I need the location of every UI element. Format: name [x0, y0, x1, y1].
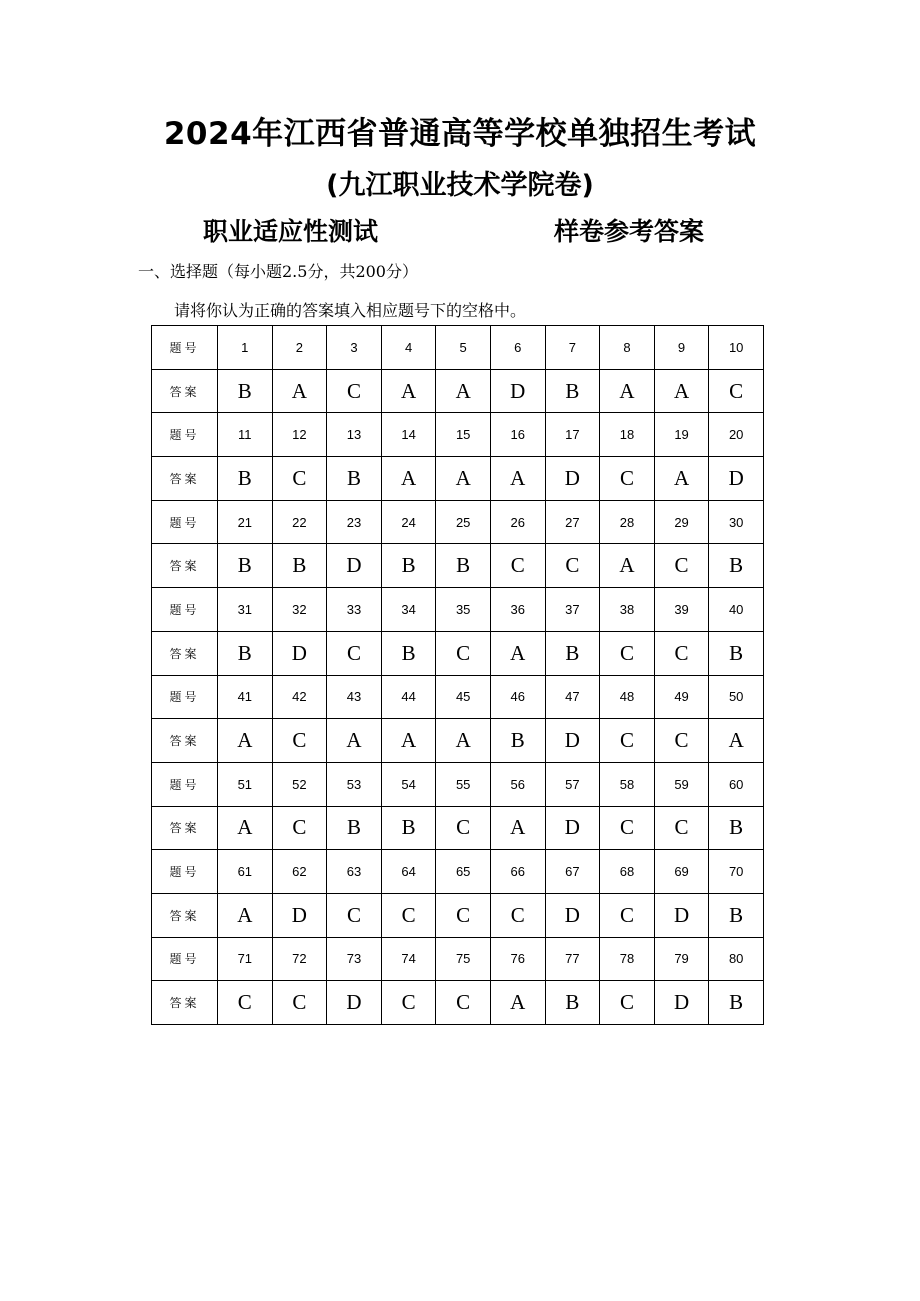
answer-row [152, 806, 764, 850]
answer-cell: C [381, 981, 436, 1025]
question-number: 19 [654, 413, 709, 457]
answer-cell: C [327, 893, 382, 937]
question-number: 59 [654, 762, 709, 806]
answer-label: 答案 [152, 893, 218, 937]
question-number: 18 [600, 413, 655, 457]
question-number-row [152, 588, 764, 632]
question-label: 题号 [152, 850, 218, 894]
question-number: 32 [272, 588, 327, 632]
answer-row [152, 631, 764, 675]
answer-cell: B [381, 806, 436, 850]
answer-cell: C [490, 893, 545, 937]
question-number: 50 [709, 675, 764, 719]
question-number-row [152, 413, 764, 457]
question-number: 37 [545, 588, 600, 632]
question-number: 75 [436, 937, 491, 981]
question-number: 2 [272, 326, 327, 370]
question-number: 30 [709, 500, 764, 544]
section-instruction: 请将你认为正确的答案填入相应题号下的空格中。 [174, 301, 527, 320]
answer-cell: D [545, 806, 600, 850]
answer-cell: C [654, 806, 709, 850]
question-number-row [152, 500, 764, 544]
question-number: 72 [272, 937, 327, 981]
answer-cell: D [709, 457, 764, 501]
answer-cell: B [218, 369, 273, 413]
question-number-row [152, 937, 764, 981]
question-number: 10 [709, 326, 764, 370]
section-title: 一、选择题（每小题2.5分，共200分） [138, 262, 418, 281]
answer-cell: C [272, 457, 327, 501]
answer-cell: C [436, 981, 491, 1025]
answer-cell: C [600, 631, 655, 675]
answer-cell: D [272, 631, 327, 675]
answer-cell: B [327, 457, 382, 501]
question-number: 35 [436, 588, 491, 632]
question-number: 68 [600, 850, 655, 894]
question-number: 45 [436, 675, 491, 719]
answer-cell: B [381, 544, 436, 588]
answer-cell: B [709, 544, 764, 588]
answer-cell: D [654, 893, 709, 937]
answer-cell: C [272, 981, 327, 1025]
question-number: 79 [654, 937, 709, 981]
answer-cell: B [709, 893, 764, 937]
answer-cell: A [436, 719, 491, 763]
answer-cell: A [490, 457, 545, 501]
answer-cell: A [272, 369, 327, 413]
question-number: 70 [709, 850, 764, 894]
question-number: 61 [218, 850, 273, 894]
question-number: 5 [436, 326, 491, 370]
answer-cell: C [327, 369, 382, 413]
question-number: 74 [381, 937, 436, 981]
answer-cell: B [381, 631, 436, 675]
answer-cell: C [654, 544, 709, 588]
answer-cell: D [545, 893, 600, 937]
answer-table [151, 325, 764, 1025]
answer-cell: A [490, 981, 545, 1025]
answer-cell: C [381, 893, 436, 937]
question-number: 40 [709, 588, 764, 632]
question-number: 12 [272, 413, 327, 457]
answer-label: 答案 [152, 544, 218, 588]
question-number: 57 [545, 762, 600, 806]
question-number: 42 [272, 675, 327, 719]
answer-label: 答案 [152, 369, 218, 413]
answer-cell: A [436, 457, 491, 501]
question-number: 6 [490, 326, 545, 370]
answer-cell: A [218, 806, 273, 850]
answer-row [152, 457, 764, 501]
question-number-row [152, 762, 764, 806]
answer-cell: A [381, 719, 436, 763]
question-number: 13 [327, 413, 382, 457]
question-number: 56 [490, 762, 545, 806]
question-number: 46 [490, 675, 545, 719]
question-number-row [152, 326, 764, 370]
question-number: 15 [436, 413, 491, 457]
answer-cell: A [436, 369, 491, 413]
question-number: 54 [381, 762, 436, 806]
answer-cell: C [272, 719, 327, 763]
answer-cell: D [327, 981, 382, 1025]
answer-cell: C [327, 631, 382, 675]
answer-table-body [152, 326, 764, 1025]
question-number: 64 [381, 850, 436, 894]
answer-cell: C [436, 631, 491, 675]
answer-cell: C [600, 893, 655, 937]
question-number: 60 [709, 762, 764, 806]
answer-cell: B [218, 631, 273, 675]
answer-cell: C [654, 719, 709, 763]
answer-cell: B [218, 544, 273, 588]
answer-cell: C [436, 806, 491, 850]
question-number: 26 [490, 500, 545, 544]
answer-cell: C [600, 457, 655, 501]
question-label: 题号 [152, 413, 218, 457]
question-number: 23 [327, 500, 382, 544]
question-number: 62 [272, 850, 327, 894]
question-number: 78 [600, 937, 655, 981]
question-number: 11 [218, 413, 273, 457]
question-number: 73 [327, 937, 382, 981]
question-number: 49 [654, 675, 709, 719]
question-label: 题号 [152, 675, 218, 719]
answer-cell: B [327, 806, 382, 850]
answer-cell: C [709, 369, 764, 413]
answer-cell: B [436, 544, 491, 588]
answer-cell: C [600, 981, 655, 1025]
answer-cell: C [600, 719, 655, 763]
answer-cell: A [218, 719, 273, 763]
answer-cell: A [490, 806, 545, 850]
test-name: 职业适应性测试 [203, 217, 379, 246]
question-number: 48 [600, 675, 655, 719]
question-number: 36 [490, 588, 545, 632]
answer-cell: A [654, 369, 709, 413]
answer-cell: A [600, 544, 655, 588]
question-number: 66 [490, 850, 545, 894]
question-number: 58 [600, 762, 655, 806]
answer-cell: C [600, 806, 655, 850]
answer-row [152, 369, 764, 413]
answer-cell: D [490, 369, 545, 413]
question-label: 题号 [152, 326, 218, 370]
document-type: 样卷参考答案 [554, 217, 705, 246]
question-number: 41 [218, 675, 273, 719]
question-number: 39 [654, 588, 709, 632]
answer-cell: A [218, 893, 273, 937]
answer-label: 答案 [152, 981, 218, 1025]
question-number: 76 [490, 937, 545, 981]
question-number: 25 [436, 500, 491, 544]
document-title: 2024年江西省普通高等学校单独招生考试 [163, 116, 757, 152]
question-number: 55 [436, 762, 491, 806]
answer-cell: B [490, 719, 545, 763]
question-number: 63 [327, 850, 382, 894]
question-number: 16 [490, 413, 545, 457]
answer-cell: A [381, 369, 436, 413]
question-number: 27 [545, 500, 600, 544]
answer-cell: A [709, 719, 764, 763]
answer-cell: C [490, 544, 545, 588]
question-number: 53 [327, 762, 382, 806]
question-number: 8 [600, 326, 655, 370]
answer-row [152, 719, 764, 763]
question-number: 7 [545, 326, 600, 370]
question-number: 29 [654, 500, 709, 544]
answer-cell: B [709, 981, 764, 1025]
question-number: 65 [436, 850, 491, 894]
answer-cell: C [545, 544, 600, 588]
answer-cell: B [709, 631, 764, 675]
question-number: 1 [218, 326, 273, 370]
answer-cell: C [654, 631, 709, 675]
answer-cell: B [272, 544, 327, 588]
answer-cell: D [545, 719, 600, 763]
question-label: 题号 [152, 588, 218, 632]
question-number: 34 [381, 588, 436, 632]
question-number: 24 [381, 500, 436, 544]
answer-label: 答案 [152, 457, 218, 501]
question-number: 28 [600, 500, 655, 544]
question-label: 题号 [152, 500, 218, 544]
answer-cell: D [545, 457, 600, 501]
answer-cell: A [327, 719, 382, 763]
question-number: 69 [654, 850, 709, 894]
question-number: 3 [327, 326, 382, 370]
answer-cell: B [218, 457, 273, 501]
answer-cell: A [600, 369, 655, 413]
question-number: 20 [709, 413, 764, 457]
answer-cell: A [381, 457, 436, 501]
question-number: 80 [709, 937, 764, 981]
question-number: 21 [218, 500, 273, 544]
question-number: 77 [545, 937, 600, 981]
question-number-row [152, 850, 764, 894]
question-number: 31 [218, 588, 273, 632]
question-number: 4 [381, 326, 436, 370]
answer-cell: A [654, 457, 709, 501]
answer-cell: D [654, 981, 709, 1025]
answer-cell: C [272, 806, 327, 850]
question-number: 22 [272, 500, 327, 544]
answer-cell: C [218, 981, 273, 1025]
question-label: 题号 [152, 937, 218, 981]
answer-row [152, 893, 764, 937]
answer-cell: B [545, 369, 600, 413]
answer-cell: A [490, 631, 545, 675]
question-number: 71 [218, 937, 273, 981]
answer-cell: C [436, 893, 491, 937]
answer-label: 答案 [152, 631, 218, 675]
answer-label: 答案 [152, 719, 218, 763]
answer-row [152, 544, 764, 588]
question-number: 52 [272, 762, 327, 806]
document-subtitle: (九江职业技术学院卷) [326, 170, 594, 201]
answer-cell: D [327, 544, 382, 588]
question-number: 38 [600, 588, 655, 632]
question-number: 17 [545, 413, 600, 457]
question-number: 9 [654, 326, 709, 370]
question-number: 67 [545, 850, 600, 894]
question-number: 33 [327, 588, 382, 632]
question-number-row [152, 675, 764, 719]
question-label: 题号 [152, 762, 218, 806]
answer-label: 答案 [152, 806, 218, 850]
answer-cell: D [272, 893, 327, 937]
question-number: 47 [545, 675, 600, 719]
answer-row [152, 981, 764, 1025]
answer-cell: B [545, 631, 600, 675]
question-number: 14 [381, 413, 436, 457]
answer-cell: B [709, 806, 764, 850]
question-number: 43 [327, 675, 382, 719]
question-number: 44 [381, 675, 436, 719]
answer-cell: B [545, 981, 600, 1025]
question-number: 51 [218, 762, 273, 806]
